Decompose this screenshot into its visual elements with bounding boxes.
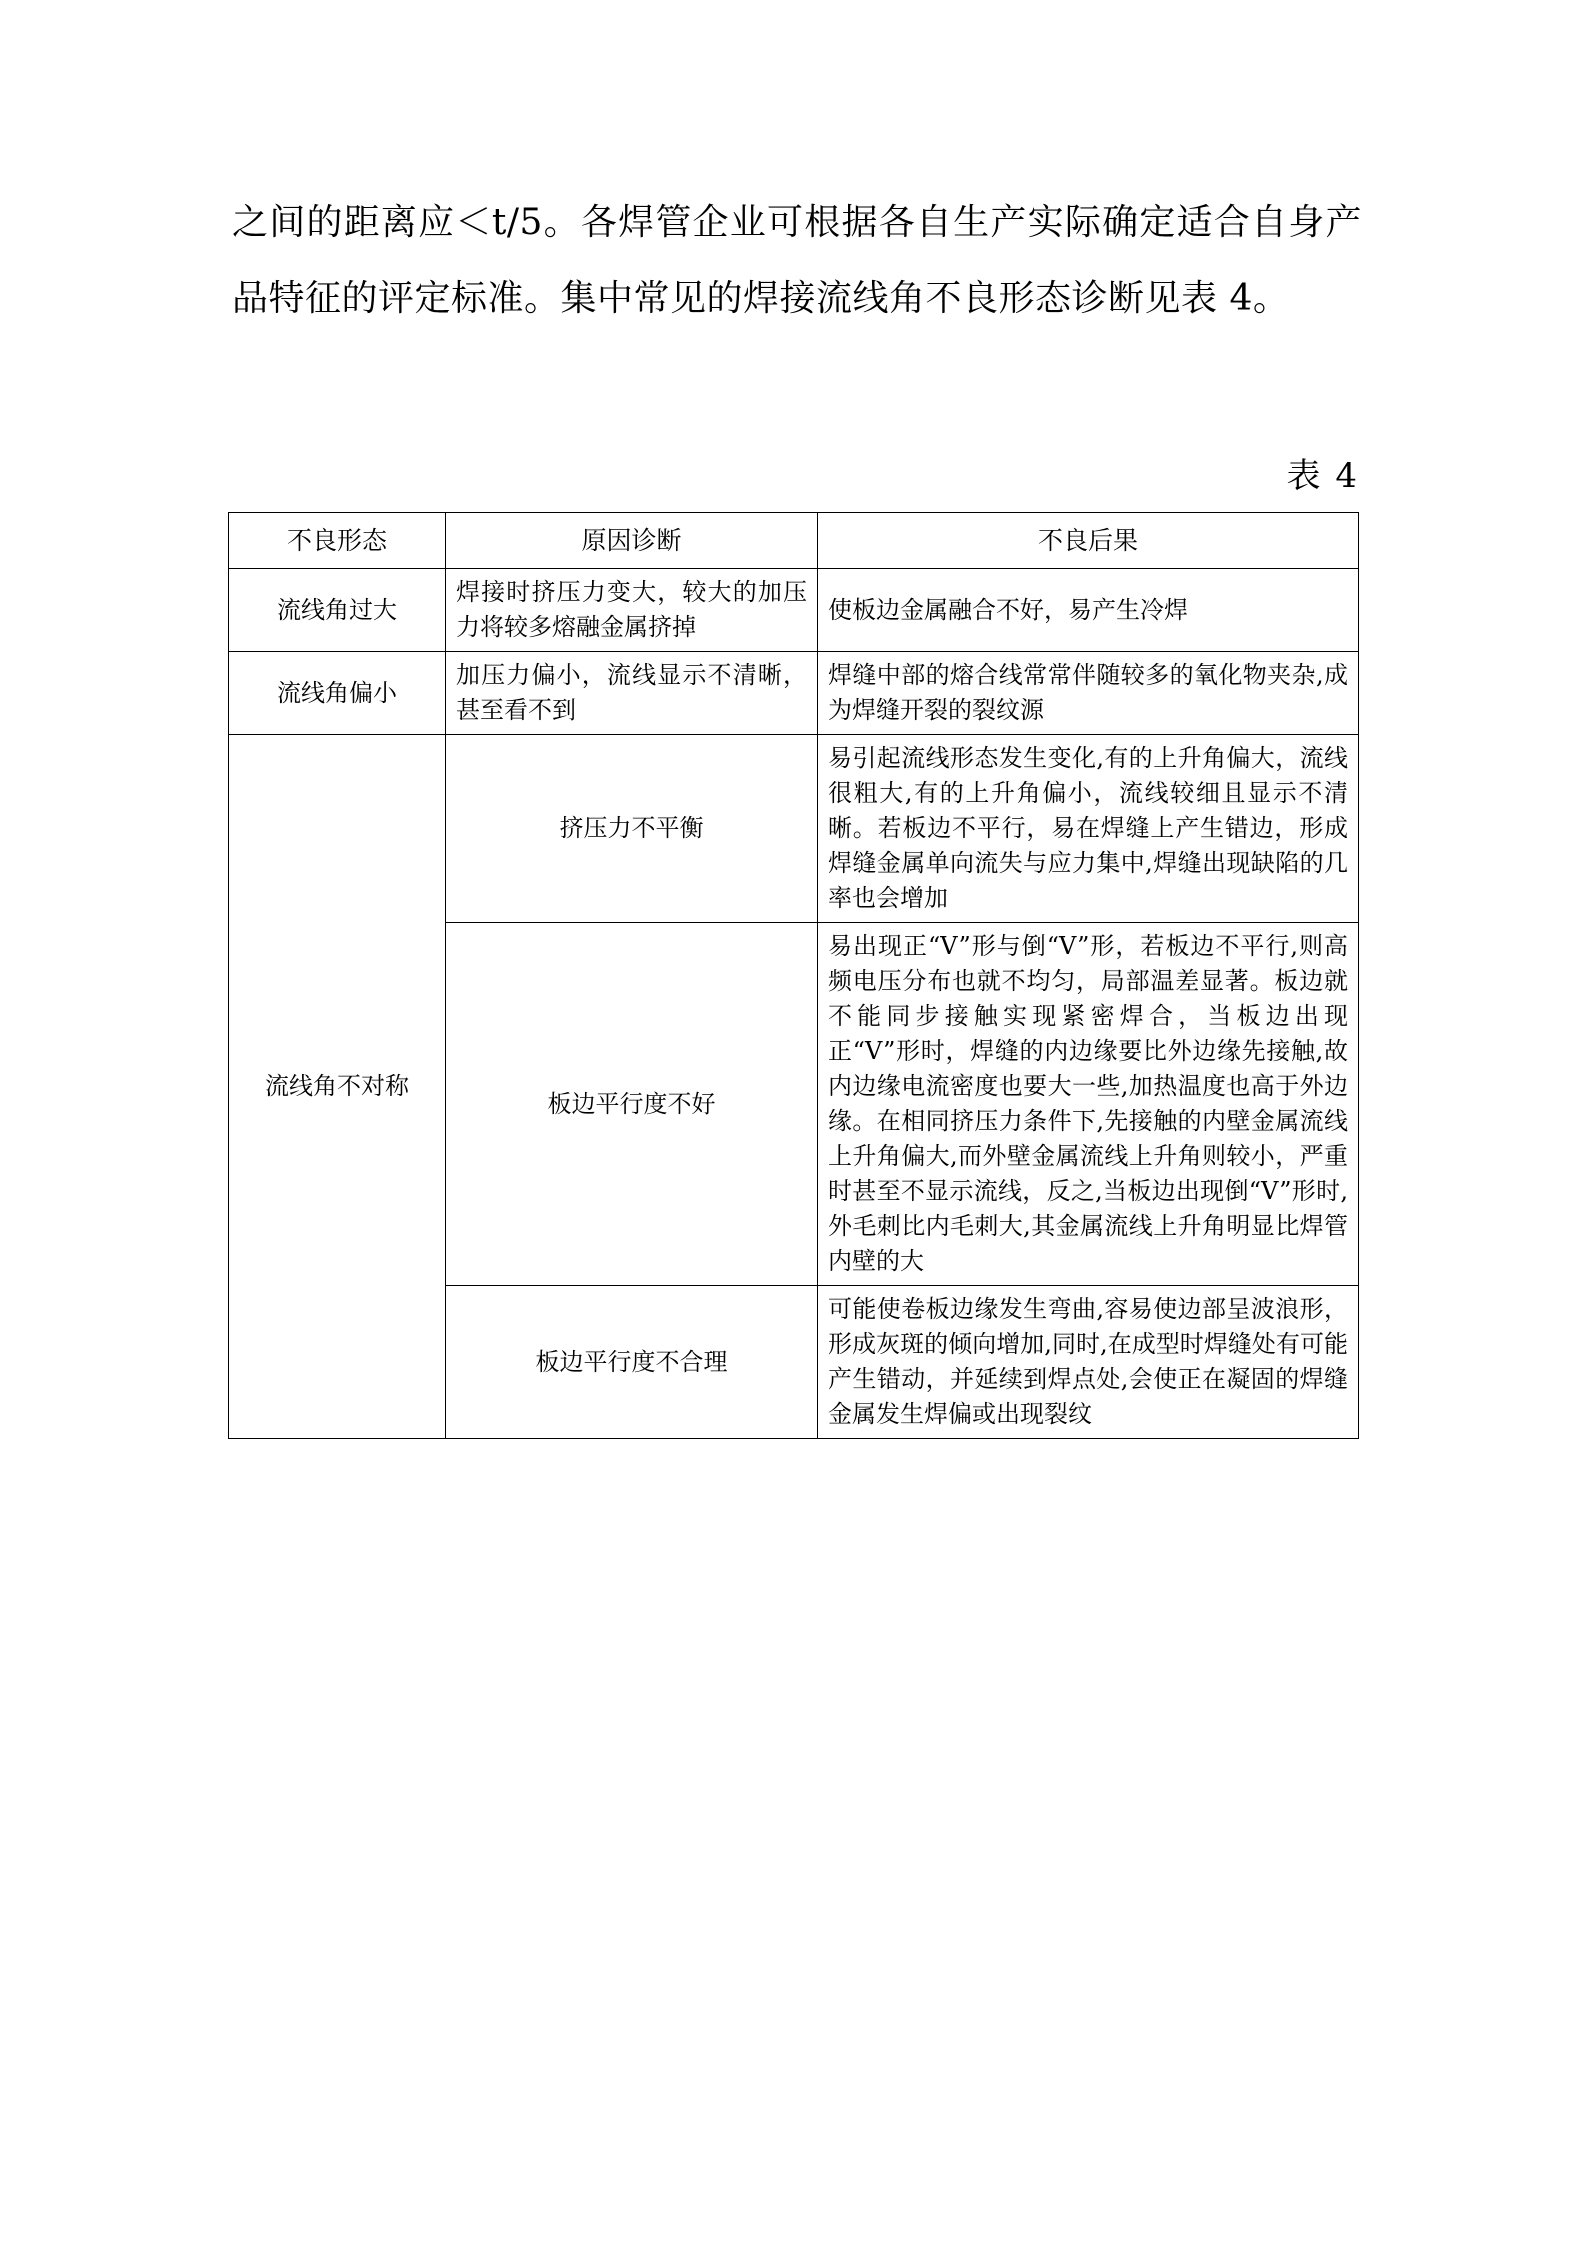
table-header-row	[229, 513, 1359, 569]
cell-cause: 板边平行度不合理	[446, 1286, 818, 1439]
body-paragraph	[232, 185, 1362, 337]
table-row	[229, 735, 1359, 923]
column-header-cause: 原因诊断	[446, 513, 818, 569]
table-caption: 表 4	[1286, 456, 1359, 496]
cell-cause: 挤压力不平衡	[446, 735, 818, 923]
defect-diagnosis-table	[228, 512, 1359, 1439]
table-row	[229, 652, 1359, 735]
column-header-result: 不良后果	[818, 513, 1359, 569]
column-header-form: 不良形态	[229, 513, 446, 569]
cell-result: 易引起流线形态发生变化,有的上升角偏大，流线很粗大,有的上升角偏小，流线较细且显示不清晰。若板边不平行，易在焊缝上产生错边，形成焊缝金属单向流失与应力集中,焊缝出现缺陷的几率也会增加	[818, 735, 1359, 923]
cell-result: 可能使卷板边缘发生弯曲,容易使边部呈波浪形，形成灰斑的倾向增加,同时,在成型时焊缝处有可能产生错动，并延续到焊点处,会使正在凝固的焊缝金属发生焊偏或出现裂纹	[818, 1286, 1359, 1439]
cell-cause: 焊接时挤压力变大，较大的加压力将较多熔融金属挤掉	[446, 569, 818, 652]
table-row	[229, 569, 1359, 652]
cell-cause: 板边平行度不好	[446, 923, 818, 1286]
cell-form: 流线角过大	[229, 569, 446, 652]
cell-cause: 加压力偏小，流线显示不清晰，甚至看不到	[446, 652, 818, 735]
cell-result: 易出现正“V”形与倒“V”形，若板边不平行,则高频电压分布也就不均匀，局部温差显著。板边就不能同步接触实现紧密焊合，当板边出现正“V”形时，焊缝的内边缘要比外边缘先接触,故内边缘电流密度也要大一些,加热温度也高于外边缘。在相同挤压力条件下,先接触的内壁金属流线上升角偏大,而外壁金属流线上升角则较小，严重时甚至不显示流线，反之,当板边出现倒“V”形时,外毛刺比内毛刺大,其金属流线上升角明显比焊管内壁的大	[818, 923, 1359, 1286]
cell-form: 流线角不对称	[229, 735, 446, 1439]
cell-result: 使板边金属融合不好，易产生冷焊	[818, 569, 1359, 652]
cell-result: 焊缝中部的熔合线常常伴随较多的氧化物夹杂,成为焊缝开裂的裂纹源	[818, 652, 1359, 735]
cell-form: 流线角偏小	[229, 652, 446, 735]
paragraph-text: 之间的距离应＜t/5。各焊管企业可根据各自生产实际确定适合自身产品特征的评定标准。集中常见的焊接流线角不良形态诊断见表 4。	[232, 202, 1362, 319]
